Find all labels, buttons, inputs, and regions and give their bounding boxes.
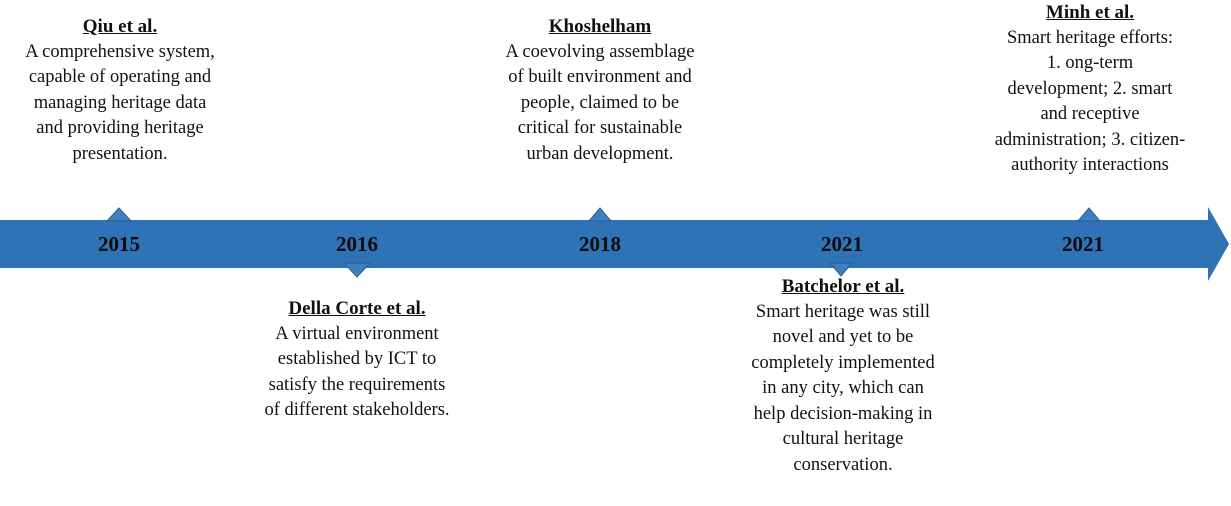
marker-down-2016 — [344, 263, 370, 277]
year-label-2021-batchelor: 2021 — [821, 232, 863, 256]
event-khoshelham — [470, 14, 730, 167]
event-batchelor — [718, 274, 968, 478]
event-description: Smart heritage was still novel and yet to be completely implemented in any city, which can help decision-making in cultural heritage conservation. — [751, 301, 935, 475]
event-description: A virtual environment established by ICT to satisfy the requirements of different stakeholders. — [264, 323, 450, 420]
event-description: A coevolving assemblage of built environment and people, claimed to be critical for sustainable urban development. — [505, 41, 695, 164]
event-della-corte — [232, 296, 482, 424]
event-qiu — [0, 14, 240, 167]
event-author: Minh et al. — [1045, 2, 1135, 23]
year-label-2021-minh: 2021 — [1062, 232, 1104, 256]
event-author: Qiu et al. — [82, 16, 158, 37]
event-description: Smart heritage efforts: 1. ong-term development; 2. smart and receptive administration; 3. citizen- authority interactions — [994, 27, 1186, 175]
event-author: Khoshelham — [548, 16, 652, 37]
marker-up-2015 — [107, 208, 131, 221]
year-label-2015: 2015 — [98, 232, 140, 256]
event-author: Batchelor et al. — [781, 276, 905, 297]
marker-up-2018 — [589, 208, 611, 221]
year-label-2016: 2016 — [336, 232, 378, 256]
marker-up-2021-minh — [1078, 208, 1100, 221]
event-description: A comprehensive system, capable of operating and managing heritage data and providing heritage presentation. — [25, 41, 215, 164]
event-minh — [960, 0, 1220, 179]
year-label-2018: 2018 — [579, 232, 621, 256]
event-author: Della Corte et al. — [288, 298, 426, 319]
